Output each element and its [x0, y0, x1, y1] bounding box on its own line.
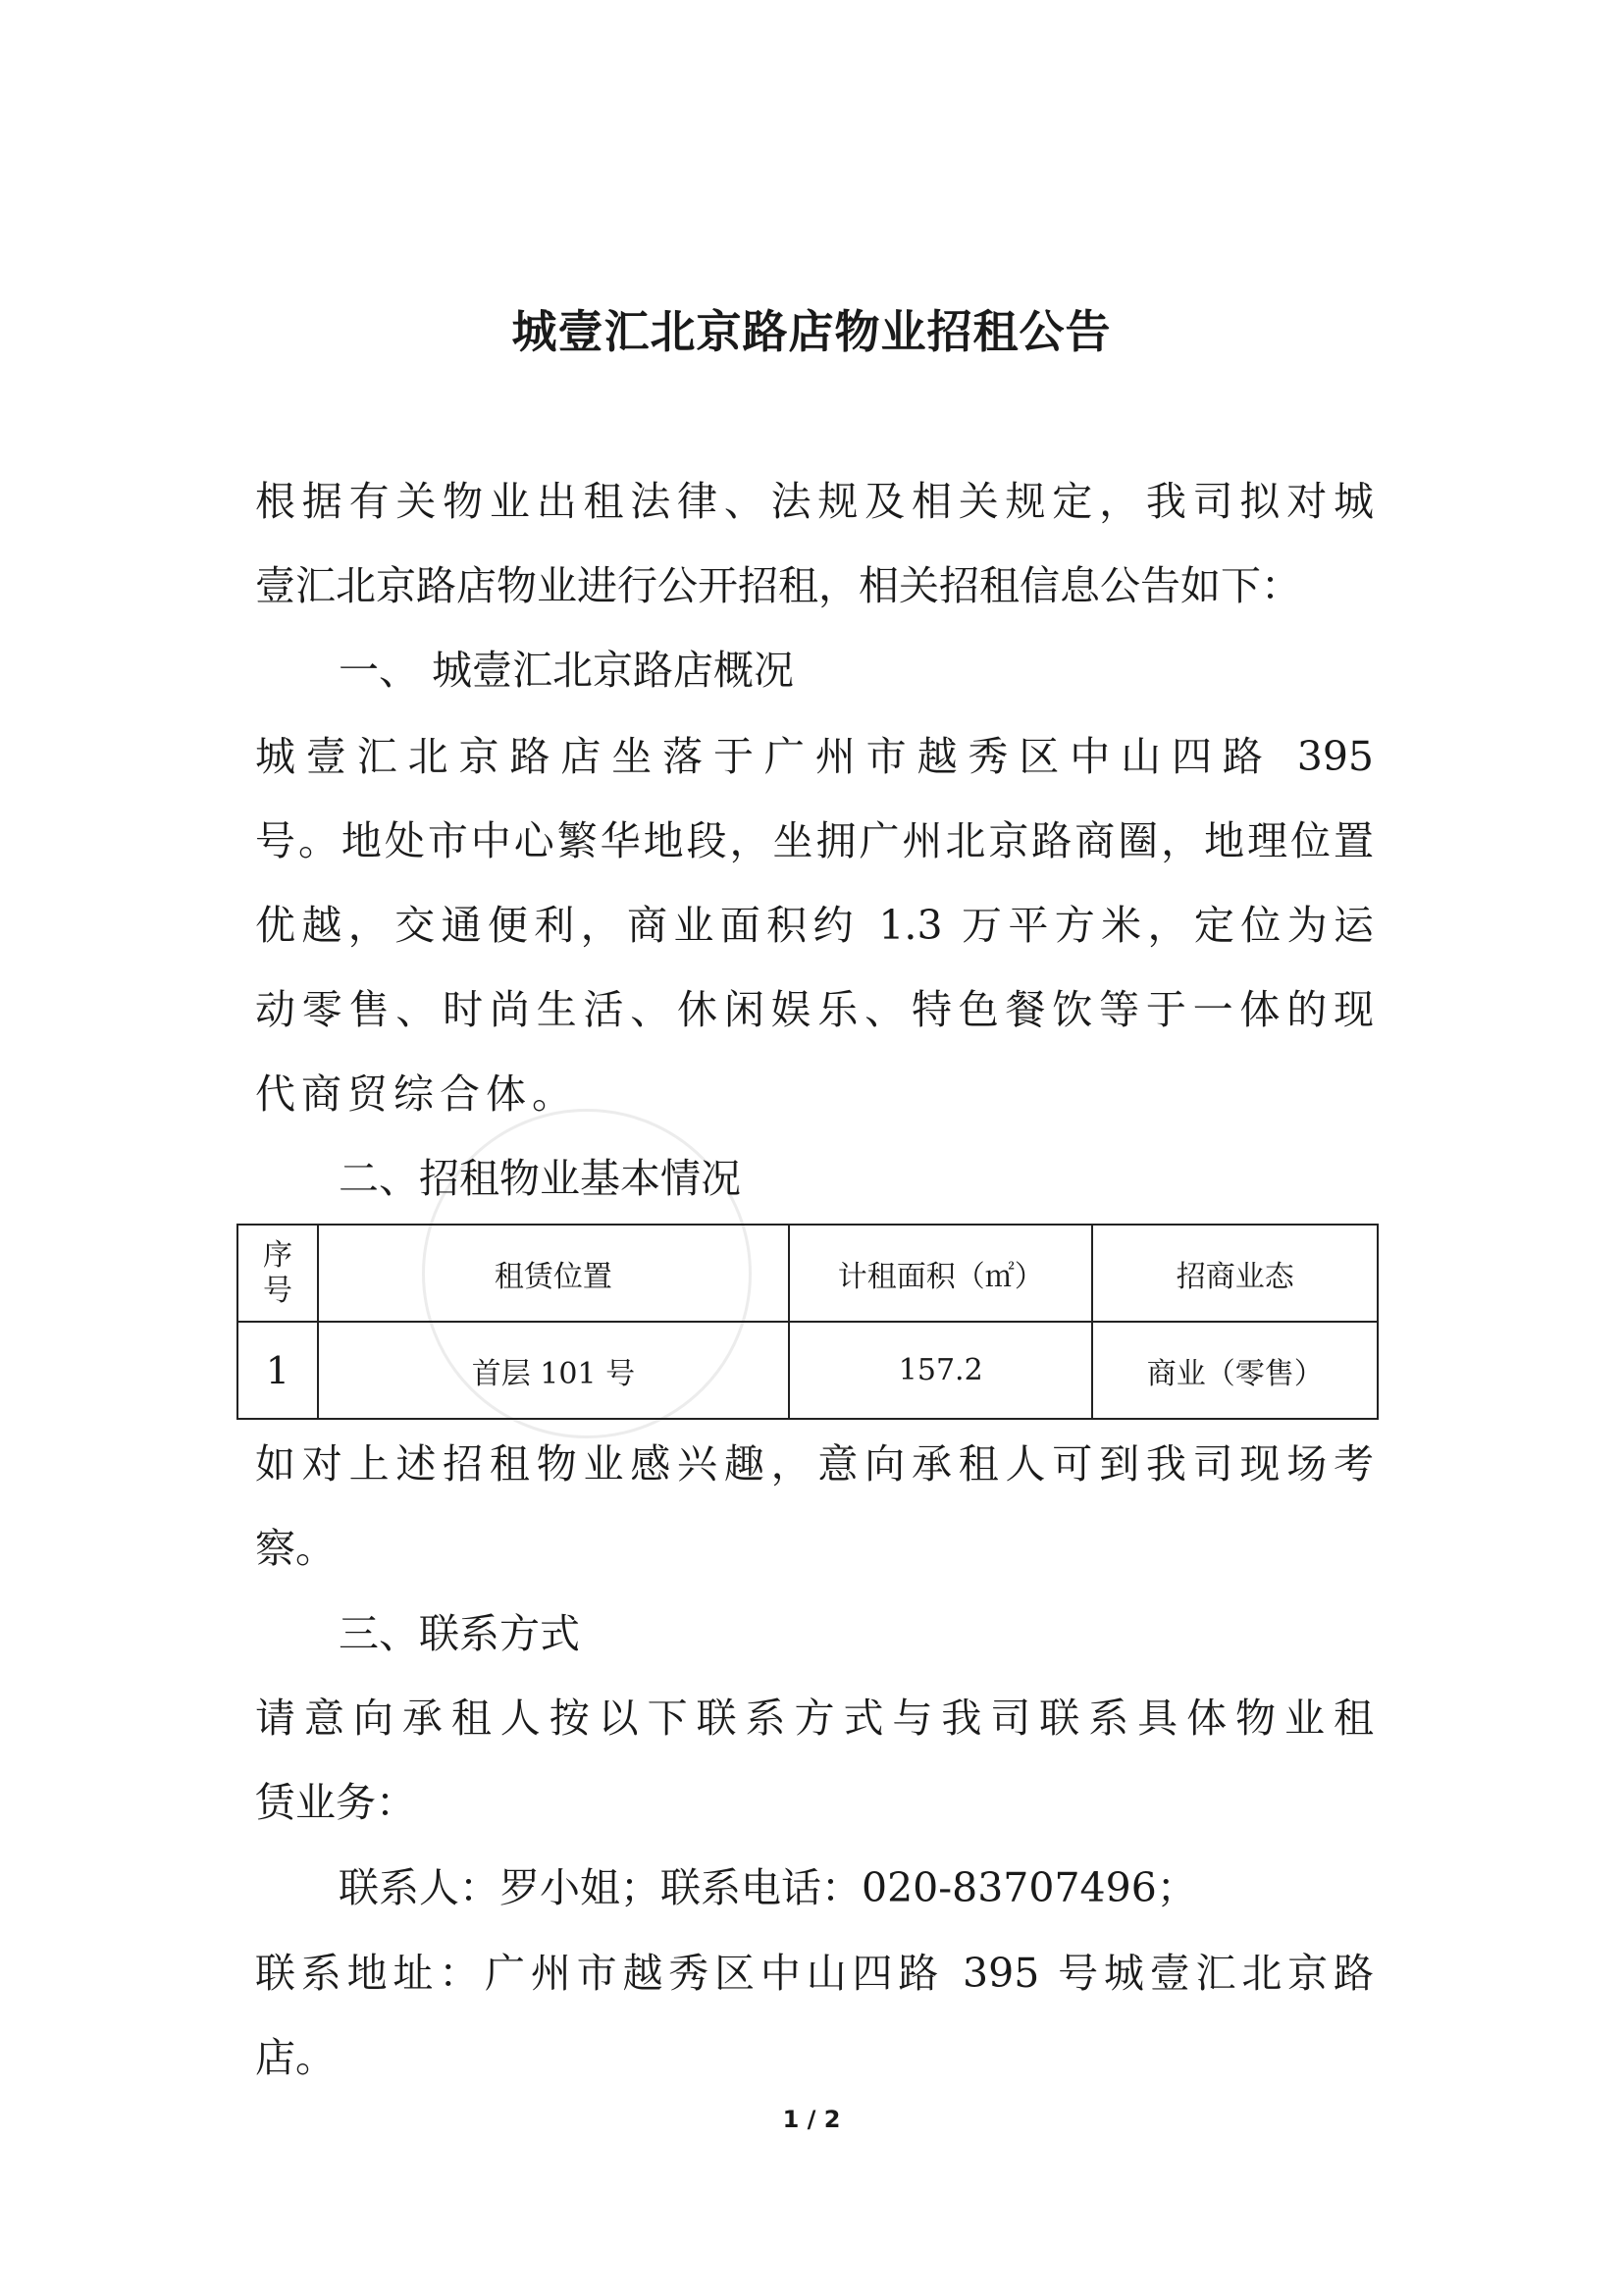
page-number: 1 / 2: [782, 2106, 841, 2133]
section3-line-2: 赁业务：: [255, 1779, 416, 1826]
section1-line-4: 动零售、时尚生活、休闲娱乐、特色餐饮等于一体的现: [255, 986, 1374, 1033]
section1-line-5: 代商贸综合体。: [255, 1070, 578, 1118]
header-location: 租赁位置: [318, 1225, 789, 1322]
cell-seq: 1: [237, 1322, 318, 1419]
address-line-1: 联系地址：广州市越秀区中山四路 395 号城壹汇北京路: [255, 1950, 1374, 1997]
address-line-2: 店。: [255, 2034, 336, 2081]
contact-line: 联系人：罗小姐；联系电话：020-83707496；: [339, 1864, 1197, 1911]
section3-heading: 三、联系方式: [339, 1610, 580, 1657]
header-business-type: 招商业态: [1092, 1225, 1378, 1322]
intro-line-1: 根据有关物业出租法律、法规及相关规定，我司拟对城: [255, 478, 1374, 525]
section3-line-1: 请意向承租人按以下联系方式与我司联系具体物业租: [255, 1695, 1374, 1742]
header-seq: 序号: [237, 1225, 318, 1322]
header-area: 计租面积（㎡）: [789, 1225, 1093, 1322]
section1-heading: 一、 城壹汇北京路店概况: [339, 647, 795, 694]
section1-line-1: 城壹汇北京路店坐落于广州市越秀区中山四路 395: [255, 733, 1374, 780]
rental-table: [236, 1224, 1379, 1420]
after-table-line-2: 察。: [255, 1525, 336, 1572]
table-header-row: [237, 1225, 1378, 1322]
section2-heading: 二、招租物业基本情况: [339, 1155, 741, 1202]
cell-location: 首层 101 号: [318, 1322, 789, 1419]
intro-line-2: 壹汇北京路店物业进行公开招租，相关招租信息公告如下：: [255, 562, 1301, 609]
table-row: [237, 1322, 1378, 1419]
section1-line-3: 优越，交通便利，商业面积约 1.3 万平方米，定位为运: [255, 902, 1374, 949]
cell-area: 157.2: [789, 1322, 1093, 1419]
cell-business-type: 商业（零售）: [1092, 1322, 1378, 1419]
document-title: 城壹汇北京路店物业招租公告: [511, 305, 1112, 358]
after-table-line-1: 如对上述招租物业感兴趣，意向承租人可到我司现场考: [255, 1440, 1374, 1487]
section1-line-2: 号。地处市中心繁华地段，坐拥广州北京路商圈，地理位置: [255, 817, 1374, 864]
